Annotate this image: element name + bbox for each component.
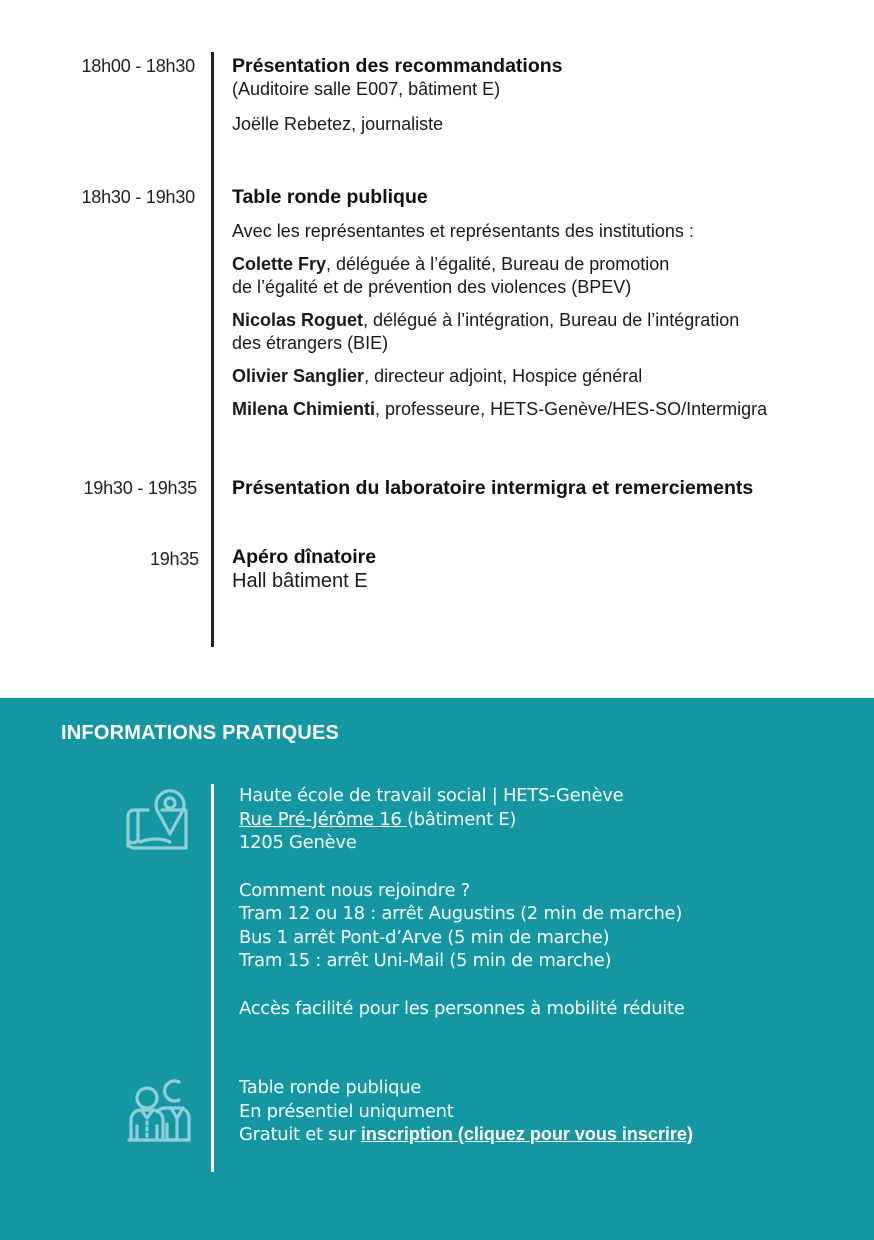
participant-role-cont: de l’égalité et de prévention des violences (BPEV) [232, 277, 632, 297]
directions-heading: Comment nous rejoindre ? [239, 879, 470, 901]
address-link[interactable]: Rue Pré-Jérôme 16 [239, 808, 407, 830]
participant-role: , professeure, HETS-Genève/HES-SO/Intermigra [375, 399, 768, 419]
participant-name: Olivier Sanglier [232, 366, 365, 386]
school-name: Haute école de travail social | HETS-Genève [239, 785, 624, 806]
program-time: 19h35 [149, 549, 199, 569]
map-pin-icon [126, 786, 190, 852]
people-icon [127, 1076, 191, 1144]
registration-link[interactable]: inscription (cliquez pour vous inscrire) [360, 1124, 693, 1144]
transport-line: Bus 1 arrêt Pont-d’Arve (5 min de marche) [239, 926, 610, 948]
address-suffix: (bâtiment E) [406, 808, 517, 830]
participant [232, 253, 852, 299]
program-title: Présentation des recommandations [232, 55, 563, 77]
city: 1205 Genève [239, 832, 357, 853]
program-location: Hall bâtiment E [232, 570, 368, 592]
event-format: En présentiel uniqument [239, 1100, 454, 1122]
transport-line: Tram 12 ou 18 : arrêt Augustins (2 min de marche) [239, 903, 683, 924]
transport-line: Tram 15 : arrêt Uni-Mail (5 min de marche) [239, 950, 612, 971]
participant [232, 398, 852, 421]
timeline-line [211, 52, 214, 647]
participant-role: , déléguée à l’égalité, Bureau de promotion [326, 254, 670, 274]
program-speaker: Joëlle Rebetez, journaliste [232, 114, 444, 134]
participant [232, 365, 852, 388]
practical-info-section [0, 698, 874, 1240]
program-time: 18h30 - 19h30 [81, 187, 195, 207]
accessibility-note: Accès facilité pour les personnes à mobilité réduite [239, 997, 685, 1019]
participant-name: Milena Chimienti [232, 399, 376, 419]
participant [232, 309, 852, 355]
participant-name: Colette Fry [232, 254, 327, 274]
participant-role-cont: des étrangers (BIE) [232, 333, 389, 353]
event-info [239, 1076, 693, 1147]
info-divider-line [211, 784, 214, 1172]
program-location: (Auditoire salle E007, bâtiment E) [232, 79, 501, 99]
program-title: Présentation du laboratoire intermigra et remerciements [232, 477, 754, 499]
section-heading: INFORMATIONS PRATIQUES [61, 722, 340, 744]
event-type: Table ronde publique [239, 1077, 422, 1098]
program-title: Apéro dînatoire [232, 546, 377, 568]
location-info [239, 784, 685, 1020]
program-time: 18h00 - 18h30 [81, 56, 195, 76]
program-intro: Avec les représentantes et représentants des institutions : [232, 221, 694, 241]
participant-role: , délégué à l’intégration, Bureau de l’intégration [363, 310, 740, 330]
participant-name: Nicolas Roguet [232, 310, 364, 330]
participant-role: , directeur adjoint, Hospice général [364, 366, 643, 386]
program-title: Table ronde publique [232, 186, 428, 208]
program-time: 19h30 - 19h35 [83, 478, 197, 498]
registration-prefix: Gratuit et sur [239, 1124, 361, 1145]
